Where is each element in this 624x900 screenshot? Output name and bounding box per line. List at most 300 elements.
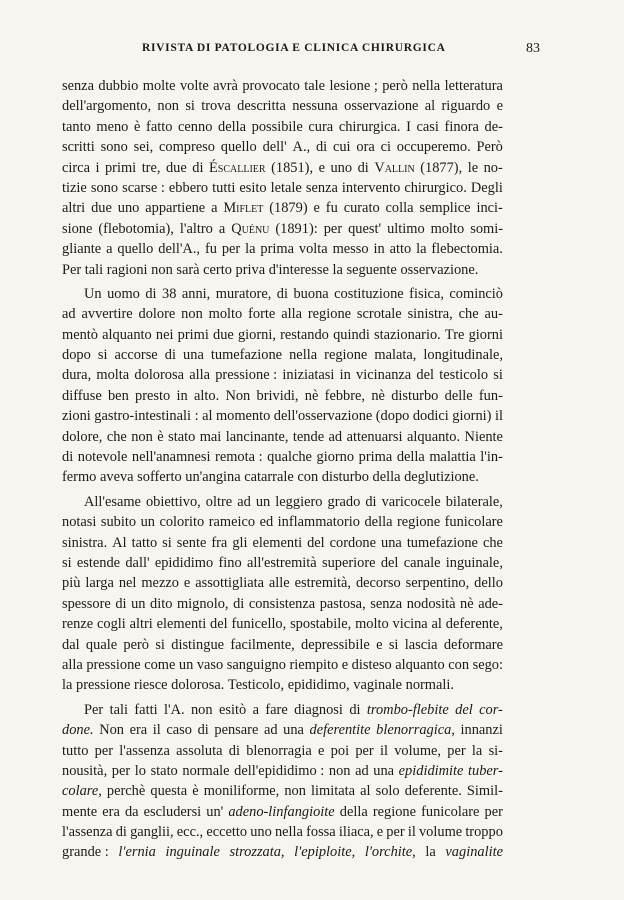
word: chirurgico. bbox=[404, 179, 467, 196]
word: l'in- bbox=[480, 449, 503, 466]
word: ad bbox=[263, 722, 278, 739]
word: come bbox=[144, 656, 176, 673]
word: tende bbox=[292, 428, 325, 445]
word: (flebotomia), bbox=[98, 220, 174, 237]
text-line bbox=[62, 492, 503, 512]
word: il bbox=[407, 824, 416, 841]
word: si bbox=[162, 534, 172, 551]
text-line bbox=[62, 447, 503, 467]
word: qualche bbox=[267, 449, 312, 466]
word: curato bbox=[343, 200, 380, 217]
word: uno bbox=[117, 200, 140, 217]
word: a bbox=[211, 200, 218, 217]
word: del bbox=[380, 554, 399, 571]
word: inguinale bbox=[165, 844, 220, 861]
word: atto bbox=[389, 241, 412, 258]
word: la bbox=[332, 261, 343, 278]
word: poi bbox=[330, 742, 350, 759]
word: occuperemo. bbox=[396, 139, 471, 156]
word: la bbox=[425, 844, 436, 861]
word: lo bbox=[134, 762, 146, 779]
word: sono bbox=[100, 139, 128, 156]
text-line bbox=[62, 573, 503, 593]
word: obiettivo, bbox=[145, 493, 201, 510]
word: per bbox=[447, 742, 466, 759]
text-line bbox=[62, 178, 503, 198]
word: fu bbox=[204, 241, 217, 258]
word: un'angina bbox=[185, 469, 241, 486]
article-body bbox=[62, 76, 503, 863]
word: depressibile bbox=[301, 636, 370, 653]
word: brividi, bbox=[256, 387, 299, 404]
word: blenorragica, bbox=[376, 722, 455, 739]
word: grande : bbox=[62, 844, 109, 861]
word: la bbox=[416, 241, 427, 258]
word: intervento bbox=[341, 179, 401, 196]
word: alla bbox=[62, 656, 83, 673]
paragraph bbox=[62, 700, 503, 863]
word: cominciò bbox=[449, 285, 503, 302]
word: si bbox=[185, 98, 195, 115]
word: notevole bbox=[77, 449, 128, 466]
text-line bbox=[62, 117, 503, 137]
word: diffuse bbox=[62, 387, 102, 404]
word: l'epiploite, bbox=[294, 844, 356, 861]
word: assoluta bbox=[176, 742, 223, 759]
word: descritta bbox=[237, 98, 286, 115]
word: l'assenza bbox=[62, 824, 113, 841]
page-number: 83 bbox=[526, 41, 540, 56]
text-line bbox=[62, 467, 503, 487]
word: per bbox=[94, 742, 114, 759]
word: di bbox=[115, 595, 127, 612]
word: altri bbox=[62, 200, 86, 217]
word: al bbox=[202, 408, 213, 425]
word: moniliforme, bbox=[203, 783, 280, 800]
word: All'esame bbox=[84, 493, 141, 510]
text-line bbox=[62, 386, 503, 406]
word: perchè bbox=[106, 783, 146, 800]
word: un bbox=[255, 493, 271, 510]
word: longitudinale, bbox=[423, 347, 503, 364]
word: sei, bbox=[133, 139, 154, 156]
word: trombo-flebite bbox=[366, 701, 449, 718]
word: ganglii, bbox=[130, 824, 174, 841]
word: inflammatorio bbox=[277, 514, 360, 531]
word: certo bbox=[203, 261, 232, 278]
word: subito bbox=[100, 514, 137, 531]
word: serpentino, bbox=[405, 575, 470, 592]
word: Quénu bbox=[231, 220, 270, 237]
word: altri bbox=[129, 616, 153, 633]
word: tale bbox=[304, 78, 326, 94]
word: volta bbox=[298, 241, 328, 258]
word: molto bbox=[430, 220, 465, 237]
word: deferente. bbox=[404, 783, 462, 800]
word: cogli bbox=[97, 616, 126, 633]
word: stazionario. bbox=[374, 326, 441, 343]
word: lascia bbox=[404, 636, 438, 653]
text-line bbox=[62, 761, 503, 781]
word: sofferto bbox=[137, 469, 182, 486]
word: catarrale bbox=[244, 469, 294, 486]
word: fatto bbox=[146, 118, 173, 135]
word: estremità, bbox=[294, 575, 351, 592]
word: di bbox=[115, 824, 127, 841]
word: nè bbox=[304, 387, 319, 404]
word: due bbox=[213, 326, 234, 343]
word: disturbo bbox=[321, 469, 369, 486]
word: Simil- bbox=[466, 783, 503, 800]
word: varicocele bbox=[381, 493, 441, 510]
word: aveva bbox=[99, 469, 134, 486]
word: molto bbox=[355, 616, 389, 633]
word: colorito bbox=[159, 514, 205, 531]
word: Per bbox=[62, 261, 82, 278]
word: molto bbox=[208, 306, 243, 323]
word: regione bbox=[307, 306, 352, 323]
word: senza bbox=[370, 595, 403, 612]
word: molta bbox=[96, 367, 130, 384]
word: deferente, bbox=[445, 616, 503, 633]
word: decorso bbox=[355, 575, 401, 592]
word: di bbox=[145, 285, 157, 302]
word: dolorosa bbox=[134, 367, 184, 384]
word: (1851), bbox=[271, 159, 314, 176]
word: pensare bbox=[214, 722, 259, 739]
text-line bbox=[62, 655, 503, 675]
paragraph bbox=[62, 76, 503, 280]
word: giorno bbox=[316, 449, 355, 466]
word: superiore bbox=[321, 554, 376, 571]
word: e bbox=[341, 656, 349, 673]
word: elementi bbox=[252, 534, 303, 551]
word: appartiene bbox=[145, 200, 206, 217]
text-line bbox=[62, 533, 503, 553]
word: ci bbox=[380, 139, 391, 156]
word: sinistra. bbox=[62, 534, 108, 551]
word: giorni bbox=[468, 326, 503, 343]
word: prima bbox=[260, 241, 294, 258]
word: vicina bbox=[392, 616, 428, 633]
word: somi- bbox=[470, 220, 503, 237]
word: ebbero bbox=[168, 179, 209, 196]
word: che bbox=[106, 428, 127, 445]
word: il bbox=[494, 408, 503, 425]
text-line bbox=[62, 325, 503, 345]
word: molte bbox=[142, 78, 176, 94]
word: dolore, bbox=[62, 428, 103, 445]
word: provocato bbox=[242, 78, 300, 94]
word: la bbox=[245, 241, 256, 258]
word: fatti bbox=[134, 701, 158, 718]
word: zioni bbox=[62, 408, 91, 425]
word: non bbox=[181, 306, 203, 323]
word: ad bbox=[237, 493, 251, 510]
word: scritti bbox=[62, 139, 95, 156]
word: l'altro bbox=[179, 220, 213, 237]
word: Miflet bbox=[223, 200, 264, 217]
word: escludersi bbox=[143, 803, 202, 820]
word: giorni) bbox=[452, 408, 492, 425]
word: momento bbox=[215, 408, 271, 425]
word: mezzo bbox=[141, 575, 179, 592]
word: in bbox=[339, 367, 351, 384]
word: di bbox=[357, 159, 369, 176]
text-line bbox=[62, 842, 503, 862]
word: pressione bbox=[76, 677, 131, 694]
word: tumefazione bbox=[210, 347, 283, 364]
word: e bbox=[313, 200, 320, 217]
word: nè bbox=[371, 387, 385, 404]
word: primi bbox=[177, 326, 209, 343]
word: deformare bbox=[443, 636, 503, 653]
word: mai bbox=[199, 428, 222, 445]
word: era bbox=[129, 722, 148, 739]
word: priva bbox=[235, 261, 266, 278]
text-line bbox=[62, 614, 503, 634]
word: tuber- bbox=[468, 762, 503, 779]
word: Niente bbox=[464, 428, 503, 445]
word: uomo bbox=[107, 285, 140, 302]
word: in bbox=[176, 387, 188, 404]
word: del bbox=[307, 534, 325, 551]
word: Tre bbox=[444, 326, 465, 343]
word: dolore bbox=[138, 306, 176, 323]
word: spessore bbox=[62, 595, 111, 612]
word: notasi bbox=[62, 514, 97, 531]
word: quale bbox=[85, 636, 118, 653]
word: pressione : bbox=[215, 367, 278, 384]
word: nè bbox=[460, 595, 474, 612]
word: di bbox=[315, 139, 328, 156]
word: a bbox=[252, 701, 259, 718]
word: fare bbox=[265, 701, 288, 718]
word: letteratura bbox=[444, 78, 503, 94]
text-line bbox=[62, 137, 503, 157]
word: nousità, bbox=[62, 762, 108, 779]
word: con bbox=[448, 656, 470, 673]
text-line bbox=[62, 345, 503, 365]
word: attenuarsi bbox=[346, 428, 403, 445]
word: funicolare bbox=[421, 803, 480, 820]
text-line bbox=[62, 198, 503, 218]
word: dell' bbox=[262, 139, 287, 156]
word: nella bbox=[412, 78, 441, 94]
word: dell'argomento, bbox=[62, 98, 152, 115]
word: fino bbox=[218, 554, 242, 571]
word: Vallin bbox=[374, 159, 415, 176]
word: non bbox=[131, 428, 153, 445]
word: (dopo bbox=[375, 408, 410, 425]
word: era bbox=[102, 803, 120, 820]
word: della bbox=[364, 514, 393, 531]
word: Éscallier bbox=[209, 159, 266, 176]
word: inci- bbox=[476, 200, 503, 217]
word: quindi bbox=[333, 326, 370, 343]
word: per bbox=[323, 220, 343, 237]
word: mentò bbox=[62, 326, 98, 343]
word: per bbox=[355, 742, 374, 759]
word: testicolo bbox=[439, 367, 489, 384]
word: de- bbox=[484, 118, 503, 135]
text-line bbox=[62, 741, 503, 761]
word: tatto bbox=[131, 534, 158, 551]
word: non bbox=[284, 783, 306, 800]
word: I bbox=[406, 118, 411, 135]
word: dopo bbox=[62, 347, 91, 364]
word: Non bbox=[99, 722, 124, 739]
word: per bbox=[386, 824, 405, 841]
text-line bbox=[62, 284, 503, 304]
word: un bbox=[131, 595, 146, 612]
word: si- bbox=[488, 742, 503, 759]
word: tre, bbox=[141, 159, 161, 176]
word: nella bbox=[289, 347, 318, 364]
word: ecc., bbox=[176, 824, 204, 841]
word: una bbox=[373, 762, 395, 779]
word: assottigliata bbox=[195, 575, 264, 592]
word: strozzata, bbox=[229, 844, 285, 861]
word: canale bbox=[403, 554, 441, 571]
word: scarse : bbox=[122, 179, 165, 196]
word: per bbox=[221, 241, 241, 258]
word: regione bbox=[324, 347, 368, 364]
word: dura, bbox=[62, 367, 92, 384]
word: Degli bbox=[470, 179, 503, 196]
word: alquanto bbox=[395, 656, 445, 673]
text-line bbox=[62, 304, 503, 324]
text-line bbox=[62, 675, 503, 695]
word: al bbox=[360, 783, 371, 800]
word: consistenza bbox=[248, 595, 316, 612]
word: e bbox=[318, 742, 325, 759]
word: riempito bbox=[289, 656, 339, 673]
text-line bbox=[62, 96, 503, 116]
word: della bbox=[396, 449, 425, 466]
word: nella bbox=[274, 824, 303, 841]
word: non bbox=[157, 98, 179, 115]
word: primi bbox=[104, 159, 137, 176]
word: oltre bbox=[205, 493, 233, 510]
word: colla bbox=[385, 200, 414, 217]
word: nodosità bbox=[406, 595, 456, 612]
word: fermo bbox=[62, 469, 97, 486]
word: tali bbox=[109, 701, 128, 718]
word: per bbox=[484, 803, 503, 820]
word: della bbox=[339, 803, 368, 820]
word: (1879) bbox=[269, 200, 308, 217]
word: osservazione. bbox=[400, 261, 479, 278]
word: caso bbox=[166, 722, 192, 739]
word: alquanto bbox=[102, 326, 152, 343]
word: circa bbox=[62, 159, 90, 176]
text-line bbox=[62, 365, 503, 385]
word: (1877), bbox=[420, 159, 463, 176]
word: ed bbox=[259, 514, 274, 531]
word: Al bbox=[112, 534, 127, 551]
text-line bbox=[62, 219, 503, 239]
word: che bbox=[482, 534, 503, 551]
word: epididimo, bbox=[287, 677, 350, 694]
word: a bbox=[106, 241, 113, 258]
word: tanto bbox=[62, 118, 91, 135]
word: di bbox=[62, 449, 74, 466]
word: gliante bbox=[62, 241, 102, 258]
word: leggiero bbox=[275, 493, 323, 510]
word: finora bbox=[444, 118, 479, 135]
paragraph bbox=[62, 284, 503, 488]
word: lancinante, bbox=[225, 428, 289, 445]
word: nei bbox=[155, 326, 174, 343]
word: compreso bbox=[159, 139, 215, 156]
word: un bbox=[178, 656, 194, 673]
word: renze bbox=[62, 616, 94, 633]
word: vaginalite bbox=[445, 844, 503, 861]
word: A., bbox=[292, 139, 311, 156]
word: Un bbox=[84, 285, 102, 302]
word: flebectomia. bbox=[431, 241, 503, 258]
word: l'A. bbox=[163, 701, 185, 718]
word: volume bbox=[418, 824, 463, 841]
text-line bbox=[62, 406, 503, 426]
word: done. bbox=[62, 722, 94, 739]
word: normali. bbox=[405, 677, 454, 694]
word: il bbox=[152, 722, 161, 739]
word: all'estremità bbox=[246, 554, 317, 571]
word: l'ernia bbox=[118, 844, 156, 861]
text-line bbox=[62, 635, 503, 655]
word: osservazione bbox=[344, 98, 419, 115]
word: di bbox=[228, 742, 240, 759]
text-line bbox=[62, 427, 503, 447]
word: dell'A., bbox=[158, 241, 201, 258]
word: sarà bbox=[176, 261, 200, 278]
word: fu bbox=[325, 200, 338, 217]
word: non bbox=[190, 701, 213, 718]
word: accorse bbox=[114, 347, 158, 364]
word: quello bbox=[220, 139, 257, 156]
word: si bbox=[97, 347, 108, 364]
word: che bbox=[458, 306, 479, 323]
word: Testicolo, bbox=[227, 677, 285, 694]
word: avrà bbox=[213, 78, 238, 94]
word: però bbox=[123, 636, 149, 653]
word: si bbox=[388, 636, 399, 653]
word: muratore, bbox=[215, 285, 272, 302]
word: tizie bbox=[62, 179, 87, 196]
word: non bbox=[151, 261, 173, 278]
word: meno bbox=[96, 118, 129, 135]
word: fisica, bbox=[409, 285, 444, 302]
word: del bbox=[416, 367, 435, 384]
word: dolorosa. bbox=[171, 677, 225, 694]
word: tumefazione bbox=[406, 534, 478, 551]
word: Però bbox=[476, 139, 503, 156]
word: in bbox=[373, 241, 385, 258]
word: disturbo bbox=[391, 387, 439, 404]
word: gli bbox=[232, 534, 248, 551]
word: anni, bbox=[181, 285, 211, 302]
word: nessuna bbox=[292, 98, 338, 115]
word: nell'anamnesi bbox=[131, 449, 211, 466]
text-line bbox=[62, 512, 503, 532]
word: del bbox=[455, 701, 473, 718]
word: una bbox=[183, 347, 204, 364]
word: dello bbox=[474, 575, 503, 592]
word: seguente bbox=[346, 261, 397, 278]
word: di bbox=[349, 701, 361, 718]
